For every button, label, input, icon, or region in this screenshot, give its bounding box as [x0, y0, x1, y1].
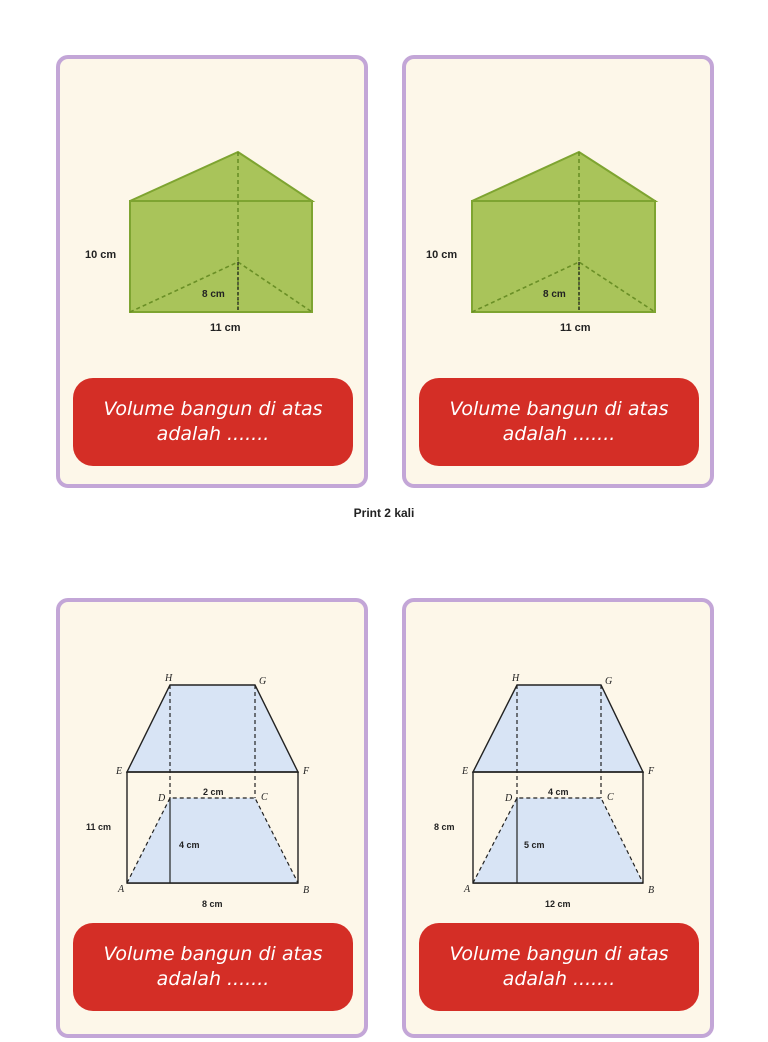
trapezoid-top-face — [473, 685, 643, 772]
vertex-e: E — [462, 766, 469, 777]
card-triangular-prism-2 — [402, 55, 714, 488]
vertex-a: A — [118, 884, 125, 895]
vertex-b: B — [648, 885, 655, 896]
label-trap-height: 5 cm — [524, 840, 545, 850]
prism-top-face — [472, 152, 655, 201]
vertex-g: G — [259, 676, 267, 687]
label-depth: 8 cm — [434, 822, 455, 832]
label-top: 4 cm — [548, 787, 569, 797]
vertex-e: E — [116, 766, 123, 777]
label-bottom: 8 cm — [202, 899, 223, 909]
question-banner: Volume bangun di atas adalah ....... — [419, 378, 699, 466]
label-height: 10 cm — [85, 249, 117, 261]
vertex-h: H — [512, 673, 520, 684]
question-banner: Volume bangun di atas adalah ....... — [73, 923, 353, 1011]
label-depth: 11 cm — [86, 822, 112, 832]
question-banner: Volume bangun di atas adalah ....... — [73, 378, 353, 466]
label-triangle-height: 8 cm — [202, 289, 225, 300]
print-note: Print 2 kali — [353, 506, 415, 520]
question-banner: Volume bangun di atas adalah ....... — [419, 923, 699, 1011]
label-top: 2 cm — [203, 787, 224, 797]
label-triangle-height: 8 cm — [543, 289, 566, 300]
vertex-d: D — [158, 793, 166, 804]
vertex-f: F — [303, 766, 310, 777]
trapezoid-back-face — [127, 798, 298, 883]
vertex-b: B — [303, 885, 310, 896]
vertex-h: H — [165, 673, 173, 684]
trapezoid-top-face — [127, 685, 298, 772]
label-base: 11 cm — [210, 322, 241, 334]
label-bottom: 12 cm — [545, 899, 571, 909]
vertex-d: D — [505, 793, 513, 804]
label-base: 11 cm — [560, 322, 591, 334]
card-triangular-prism-1 — [56, 55, 368, 488]
prism-top-face — [130, 152, 312, 201]
vertex-g: G — [605, 676, 613, 687]
label-height: 10 cm — [426, 249, 458, 261]
trapezoid-back-face — [473, 798, 643, 883]
vertex-c: C — [607, 792, 614, 803]
vertex-f: F — [648, 766, 655, 777]
vertex-c: C — [261, 792, 268, 803]
card-trapezoid-prism-2 — [402, 598, 714, 1038]
label-trap-height: 4 cm — [179, 840, 200, 850]
card-trapezoid-prism-1 — [56, 598, 368, 1038]
vertex-a: A — [464, 884, 471, 895]
